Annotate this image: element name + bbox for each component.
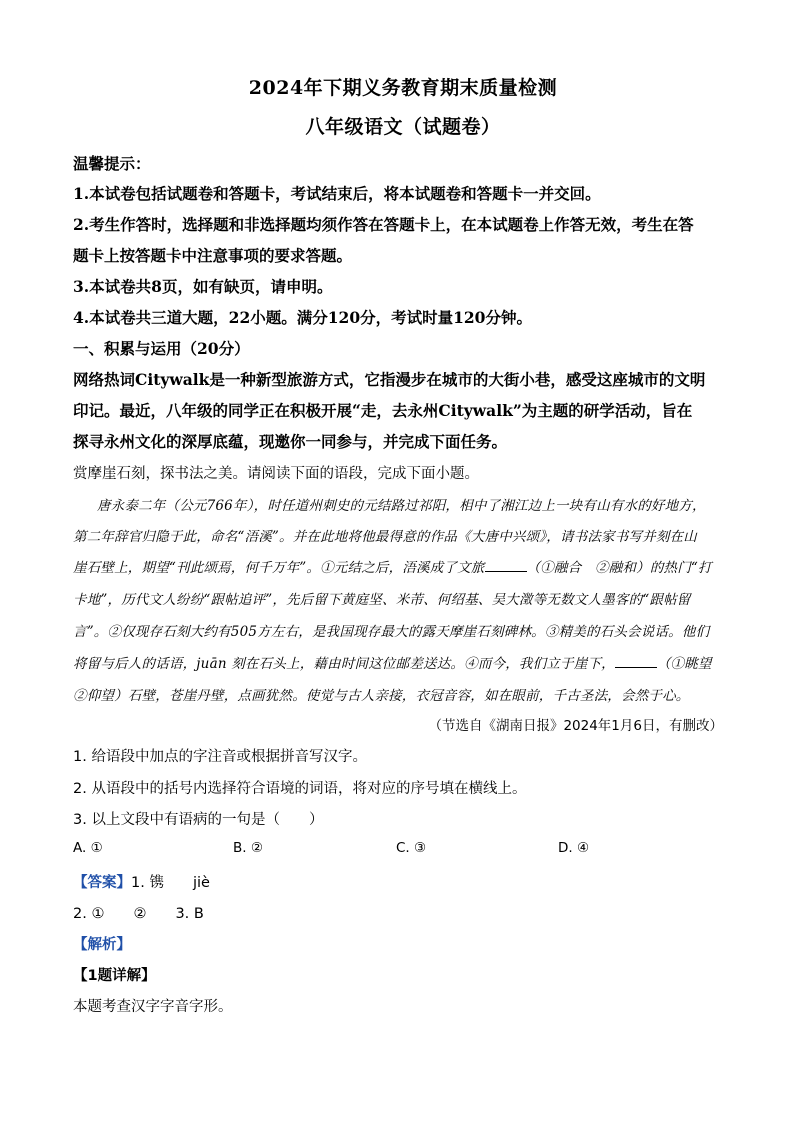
answer-line — [73, 871, 210, 892]
fill-blank[interactable] — [485, 559, 527, 572]
tip-item: 4.本试卷共三道大题，22小题。满分120分，考试时量120分钟。 — [73, 308, 532, 327]
analysis-text: 本题考查汉字字音字形。 — [73, 999, 233, 1015]
passage-line: ②仰望）石壁，苍崖丹壁，点画犹然。使觉与古人亲接，衣冠音容，如在眼前，千古圣法，会然于心。 — [73, 688, 690, 704]
analysis-label-text: 【解析】 — [73, 937, 131, 953]
passage-text: （①融合 ②融和）的热门“打 — [526, 560, 712, 576]
passage-text: 崖石壁上，期望“刊此颂焉，何千万年”。①元结之后，浯溪成了文旅 — [73, 560, 485, 576]
passage-text: 将留与后人的话语，juān 刻在石头上，藉由时间这位邮差送达。④而今，我们立于崖下， — [73, 656, 615, 672]
passage-line-with-blank — [73, 556, 712, 576]
intro-line: 印记。最近，八年级的同学正在积极开展“走，去永州Citywalk”为主题的研学活动，旨在 — [73, 401, 693, 420]
question: 1. 给语段中加点的字注音或根据拼音写汉字。 — [73, 749, 367, 765]
fill-blank[interactable] — [615, 655, 657, 668]
analysis-subheading: 【1题详解】 — [73, 968, 156, 984]
passage-line-with-blank — [73, 652, 712, 672]
passage-line: 卡地”，历代文人纷纷“跟帖追评”，先后留下黄庭坚、米芾、何绍基、吴大澂等无数文人墨客的“跟帖留 — [73, 592, 691, 608]
passage-source: （节选自《湖南日报》2024年1月6日，有删改） — [428, 718, 723, 734]
passage-text: （①眺望 — [656, 656, 712, 672]
tip-item: 3.本试卷共8页，如有缺页，请申明。 — [73, 277, 333, 296]
question: 2. 从语段中的括号内选择符合语境的词语，将对应的序号填在横线上。 — [73, 781, 527, 797]
exam-subtitle: 八年级语文（试题卷） — [305, 116, 501, 138]
analysis-label — [73, 933, 131, 954]
passage-line: 唐永泰二年（公元766年），时任道州刺史的元结路过祁阳，相中了湘江边上一块有山有水的好地方， — [97, 498, 706, 514]
passage-line: 言”。②仅现存石刻大约有505方左右，是我国现存最大的露天摩崖石刻碑林。③精美的石头会说话。他们 — [73, 624, 710, 640]
option-c[interactable]: C. ③ — [396, 840, 427, 856]
answer-label: 【答案】 — [73, 875, 131, 891]
tip-item: 2.考生作答时，选择题和非选择题均须作答在答题卡上，在本试题卷上作答无效，考生在答 — [73, 215, 694, 234]
section-heading: 一、积累与运用（20分） — [73, 339, 250, 358]
intro-line: 探寻永州文化的深厚底蕴，现邀你一同参与，并完成下面任务。 — [73, 432, 508, 451]
passage-line: 第二年辞官归隐于此，命名“浯溪”。并在此地将他最得意的作品《大唐中兴颂》，请书法家书写并刻在山 — [73, 529, 697, 545]
question: 3. 以上文段中有语病的一句是（ ） — [73, 812, 324, 828]
option-d[interactable]: D. ④ — [558, 840, 590, 856]
answer-line-2: 2. ① ② 3. B — [73, 906, 204, 922]
task-instruction: 赏摩崖石刻，探书法之美。请阅读下面的语段，完成下面小题。 — [73, 466, 479, 482]
option-a[interactable]: A. ① — [73, 840, 103, 856]
intro-line: 网络热词Citywalk是一种新型旅游方式，它指漫步在城市的大街小巷，感受这座城市的文明 — [73, 370, 706, 389]
exam-title: 2024年下期义务教育期末质量检测 — [248, 77, 558, 99]
option-b[interactable]: B. ② — [233, 840, 263, 856]
tip-item: 1.本试卷包括试题卷和答题卡，考试结束后，将本试题卷和答题卡一并交回。 — [73, 184, 601, 203]
tip-item: 题卡上按答题卡中注意事项的要求答题。 — [73, 246, 353, 265]
tips-heading: 温馨提示： — [73, 154, 151, 173]
answer-text: 1. 镌 jiè — [131, 875, 210, 891]
